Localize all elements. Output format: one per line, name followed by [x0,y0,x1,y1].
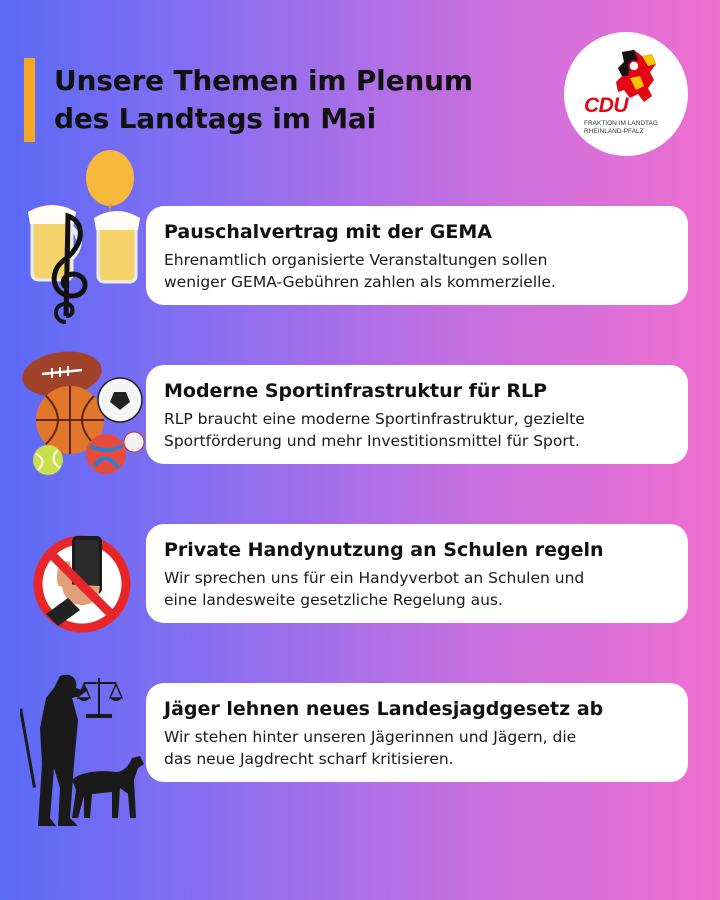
beer-music-balloon-icon [18,146,148,326]
topic-text-line2: Sportförderung und mehr Investitionsmittel für Sport. [164,432,580,450]
sports-balls-icon [18,350,148,480]
topic-text-line1: Wir sprechen uns für ein Handyverbot an Schulen und [164,569,585,587]
no-phone-icon [28,528,138,638]
topic-heading: Private Handynutzung an Schulen regeln [164,539,604,561]
topic-text-line1: Ehrenamtlich organisierte Veranstaltungen sollen [164,251,548,269]
topic-text-line1: RLP braucht eine moderne Sportinfrastruktur, gezielte [164,410,585,428]
topic-card-handy [146,524,688,623]
logo-line1: FRAKTION IM LANDTAG [584,120,658,127]
topic-text-line2: das neue Jagdrecht scharf kritisieren. [164,750,454,768]
cdu-logo [564,32,688,156]
page-title [54,62,473,138]
page-title-line1: Unsere Themen im Plenum [54,64,473,97]
topic-text [164,726,670,770]
logo-line2: RHEINLAND-PFALZ [584,128,644,135]
topic-text-line2: eine landesweite gesetzliche Regelung aus. [164,591,503,609]
topic-text [164,408,670,452]
topic-card-sport [146,365,688,464]
topic-text [164,249,670,293]
logo-wordmark: CDU [584,94,628,117]
page-title-line2: des Landtags im Mai [54,102,376,135]
title-accent-bar [24,58,35,142]
topic-text [164,567,670,611]
topic-text-line1: Wir stehen hinter unseren Jägerinnen und Jägern, die [164,728,577,746]
hunter-dog-scales-icon [20,668,150,838]
topic-heading: Pauschalvertrag mit der GEMA [164,221,492,243]
topic-heading: Moderne Sportinfrastruktur für RLP [164,380,548,402]
topic-card-gema [146,206,688,305]
topic-heading: Jäger lehnen neues Landesjagdgesetz ab [164,698,604,720]
topic-card-jagd [146,683,688,782]
topic-text-line2: weniger GEMA-Gebühren zahlen als kommerzielle. [164,273,556,291]
